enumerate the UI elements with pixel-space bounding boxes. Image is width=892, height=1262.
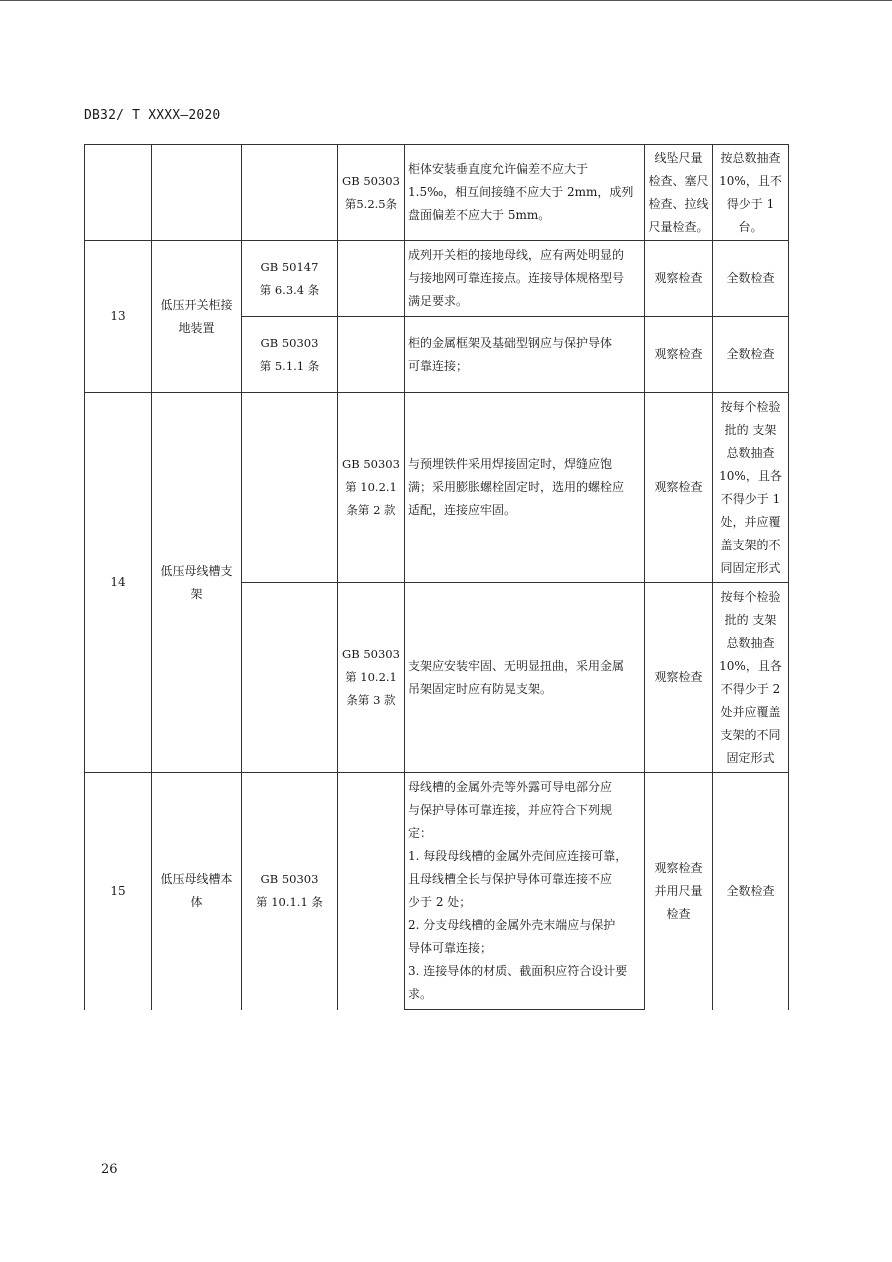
- cell-std-a: [242, 145, 338, 241]
- document-code-header: DB32/ T XXXX—2020: [84, 108, 221, 123]
- cell-requirement: 成列开关柜的接地母线，应有两处明显的 与接地网可靠连接点。连接导体规格型号 满足要求。: [405, 241, 645, 317]
- table-row-12-continued: [85, 145, 789, 241]
- cell-method: 观察检查: [645, 241, 713, 317]
- cell-no: 13: [85, 241, 152, 393]
- cell-std-a: GB 50147 第 6.3.4 条: [242, 241, 338, 317]
- cell-std-a: [242, 583, 338, 773]
- cell-requirement: 母线槽的金属外壳等外露可导电部分应 与保护导体可靠连接，并应符合下列规 定： 1. 每段母线槽的金属外壳间应连接可靠， 且母线槽全长与保护导体可靠连接不应 少于 2 处； 2. 分支母线槽的金属外壳末端应与保护 导体可靠连接； 3. 连接导体的材质、截面积应符合设计要 求。: [405, 773, 645, 1010]
- page-number: 26: [101, 1162, 118, 1177]
- cell-std-a: [242, 393, 338, 583]
- cell-quantity: 全数检查: [713, 317, 789, 393]
- table-row-15: [85, 773, 789, 1010]
- cell-std-b: GB 50303 第 10.2.1 条第 2 款: [338, 393, 405, 583]
- cell-item: [152, 145, 242, 241]
- inspection-table: [84, 144, 789, 1010]
- cell-std-b: [338, 773, 405, 1010]
- cell-requirement: 柜的金属框架及基础型钢应与保护导体 可靠连接；: [405, 317, 645, 393]
- cell-quantity: 全数检查: [713, 773, 789, 1010]
- cell-std-a: GB 50303 第 5.1.1 条: [242, 317, 338, 393]
- cell-no: 14: [85, 393, 152, 773]
- table-row-14a: [85, 393, 789, 583]
- cell-std-a: GB 50303 第 10.1.1 条: [242, 773, 338, 1010]
- cell-no: 15: [85, 773, 152, 1010]
- cell-item: 低压母线槽支 架: [152, 393, 242, 773]
- cell-std-b: [338, 317, 405, 393]
- cell-quantity: 按每个检验 批的 支架 总数抽查 10%，且各 不得少于 2 处并应覆盖 支架的不同 固定形式: [713, 583, 789, 773]
- cell-method: 观察检查: [645, 393, 713, 583]
- cell-method: 观察检查: [645, 583, 713, 773]
- cell-item: 低压母线槽本 体: [152, 773, 242, 1010]
- cell-quantity: 按总数抽查 10%，且不 得少于 1 台。: [713, 145, 789, 241]
- cell-method: 线坠尺量 检查、塞尺 检查、拉线 尺量检查。: [645, 145, 713, 241]
- cell-method: 观察检查: [645, 317, 713, 393]
- cell-item: 低压开关柜接 地装置: [152, 241, 242, 393]
- cell-std-b: [338, 241, 405, 317]
- cell-quantity: 按每个检验 批的 支架 总数抽查 10%，且各 不得少于 1 处，并应覆 盖支架的不 同固定形式: [713, 393, 789, 583]
- cell-method: 观察检查 并用尺量 检查: [645, 773, 713, 1010]
- cell-requirement: 柜体安装垂直度允许偏差不应大于 1.5‰，相互间接缝不应大于 2mm，成列 盘面偏差不应大于 5mm。: [405, 145, 645, 241]
- cell-std-b: GB 50303 第5.2.5条: [338, 145, 405, 241]
- cell-std-b: GB 50303 第 10.2.1 条第 3 款: [338, 583, 405, 773]
- cell-quantity: 全数检查: [713, 241, 789, 317]
- cell-requirement: 与预埋铁件采用焊接固定时，焊缝应饱 满；采用膨胀螺栓固定时，选用的螺栓应 适配，连接应牢固。: [405, 393, 645, 583]
- cell-requirement: 支架应安装牢固、无明显扭曲，采用金属 吊架固定时应有防晃支架。: [405, 583, 645, 773]
- table-row-13a: [85, 241, 789, 317]
- top-border-line: [0, 0, 892, 1]
- cell-no: [85, 145, 152, 241]
